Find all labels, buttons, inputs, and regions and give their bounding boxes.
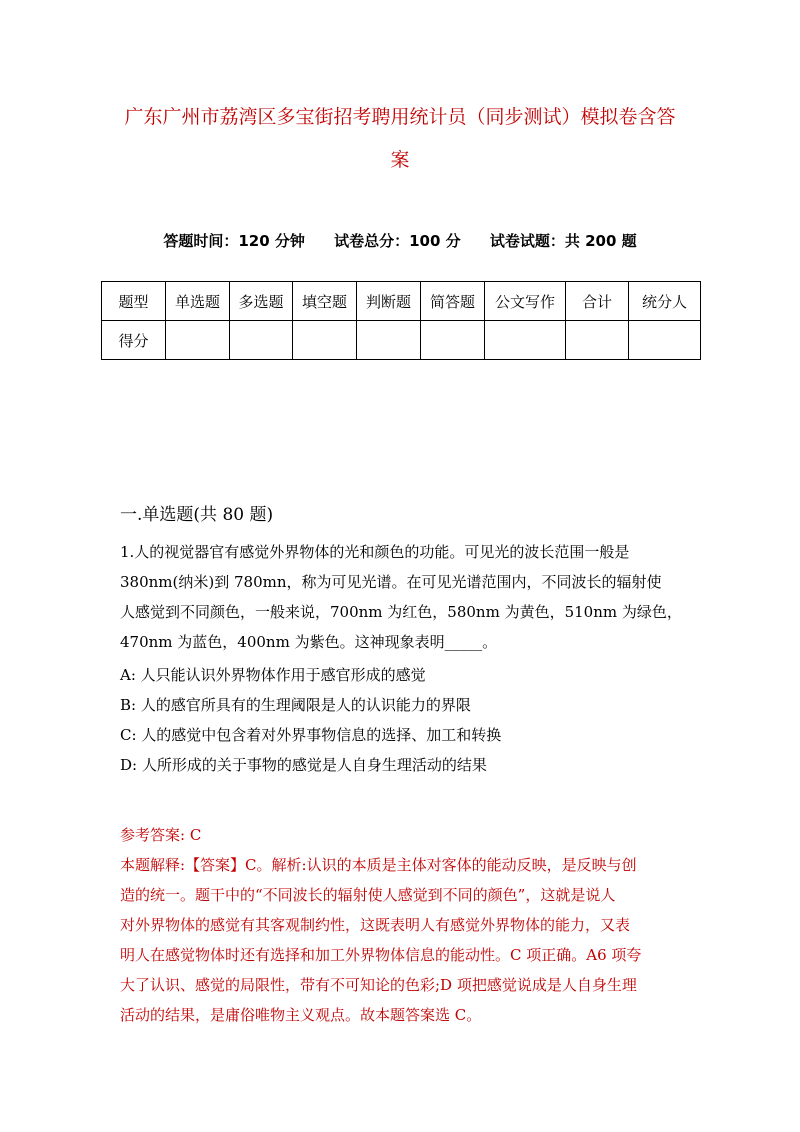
- score-cell: [629, 321, 701, 360]
- option-b: B: 人的感官所具有的生理阈限是人的认识能力的界限: [120, 696, 471, 714]
- question-line: 470nm 为蓝色，400nm 为紫色。这神现象表明_____。: [120, 633, 498, 651]
- question-line: 人感觉到不同颜色，一般来说，700nm 为红色，580nm 为黄色，510nm 为绿色，: [120, 603, 682, 621]
- exam-meta: [0, 230, 800, 251]
- option-c: C: 人的感觉中包含着对外界事物信息的选择、加工和转换: [120, 726, 502, 744]
- score-cell: [566, 321, 629, 360]
- question-options: [120, 660, 690, 780]
- question-line: 380nm(纳米)到 780mn，称为可见光谱。在可见光谱范围内，不同波长的辐射使: [120, 573, 662, 591]
- option-d: D: 人所形成的关于事物的感觉是人自身生理活动的结果: [120, 756, 487, 774]
- exam-total-questions: 试卷试题：共 200 题: [489, 232, 637, 250]
- question-line: 1.人的视觉器官有感觉外界物体的光和颜色的功能。可见光的波长范围一般是: [120, 543, 630, 561]
- reference-answer: 参考答案: C: [120, 826, 202, 844]
- table-header-cell: 单选题: [166, 282, 230, 321]
- score-cell: [230, 321, 293, 360]
- question-stem: [120, 537, 690, 657]
- explanation-line: 活动的结果，是庸俗唯物主义观点。故本题答案选 C。: [120, 1006, 482, 1024]
- explanation-line: 大了认识、感觉的局限性，带有不可知论的色彩;D 项把感觉说成是人自身生理: [120, 976, 637, 994]
- score-cell: [293, 321, 357, 360]
- explanation-line: 明人在感觉物体时还有选择和加工外界物体信息的能动性。C 项正确。A6 项夸: [120, 946, 642, 964]
- document-title-line-2: 案: [390, 149, 410, 171]
- score-table: [101, 281, 701, 360]
- score-table-header-row: [102, 282, 701, 321]
- exam-total-score: 试卷总分：100 分: [334, 232, 461, 250]
- table-header-cell: 判断题: [357, 282, 421, 321]
- table-header-cell: 题型: [102, 282, 166, 321]
- score-table-score-row: [102, 321, 701, 360]
- score-cell: [166, 321, 230, 360]
- option-a: A: 人只能认识外界物体作用于感官形成的感觉: [120, 666, 426, 684]
- table-header-cell: 简答题: [421, 282, 485, 321]
- score-cell: [357, 321, 421, 360]
- table-header-cell: 统分人: [629, 282, 701, 321]
- exam-time: 答题时间：120 分钟: [163, 232, 305, 250]
- table-header-cell: 多选题: [230, 282, 293, 321]
- section-heading: 一.单选题(共 80 题): [120, 505, 274, 525]
- score-cell: [485, 321, 566, 360]
- table-header-cell: 合计: [566, 282, 629, 321]
- document-title-line-1: 广东广州市荔湾区多宝街招考聘用统计员（同步测试）模拟卷含答: [124, 106, 676, 128]
- score-cell: [421, 321, 485, 360]
- explanation-line: 本题解释:【答案】C。解析:认识的本质是主体对客体的能动反映，是反映与创: [120, 856, 637, 874]
- table-header-cell: 填空题: [293, 282, 357, 321]
- answer-block: [120, 820, 690, 1030]
- explanation-line: 造的统一。题干中的“不同波长的辐射使人感觉到不同的颜色”，这就是说人: [120, 886, 616, 904]
- explanation-line: 对外界物体的感觉有其客观制约性，这既表明人有感觉外界物体的能力，又表: [120, 916, 631, 934]
- score-row-label: 得分: [102, 321, 166, 360]
- table-header-cell: 公文写作: [485, 282, 566, 321]
